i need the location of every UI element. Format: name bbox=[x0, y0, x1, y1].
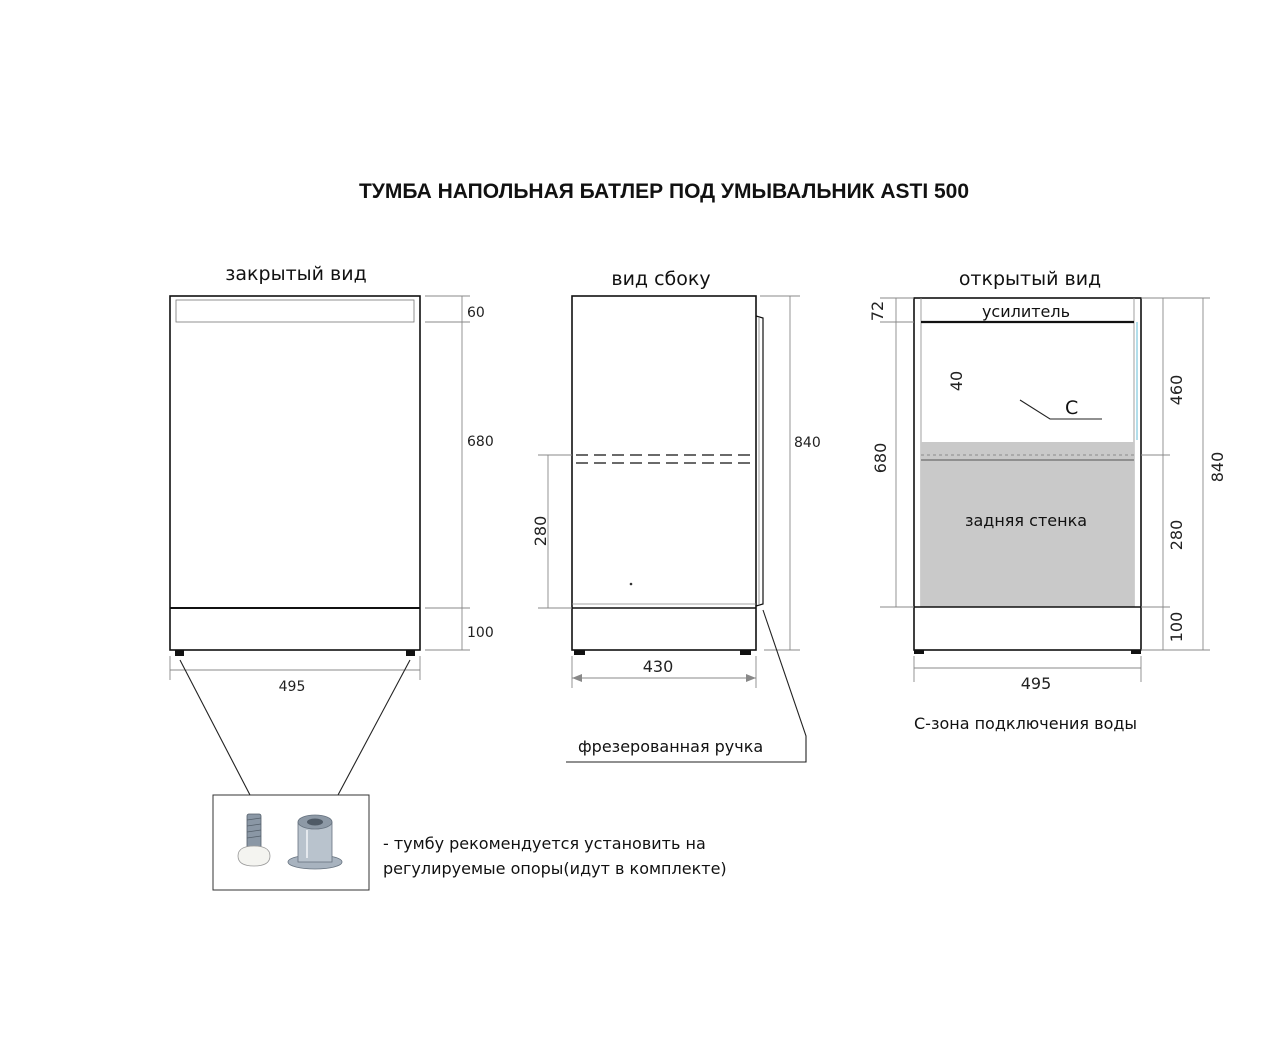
side-view-cabinet-body bbox=[572, 296, 756, 650]
closed-view-dim-door: 680 bbox=[467, 434, 494, 450]
open-view-dim-40: 40 bbox=[947, 370, 966, 392]
open-view bbox=[868, 268, 1227, 733]
closed-view-left-leg bbox=[175, 650, 184, 656]
adjustable-feet-box bbox=[213, 795, 727, 890]
closed-view-dim-base: 100 bbox=[467, 625, 494, 641]
feet-note-line2: регулируемые опоры(идут в комплекте) bbox=[383, 859, 727, 878]
side-view-dim-depth: 430 bbox=[642, 657, 674, 676]
feet-photo-frame bbox=[213, 795, 369, 890]
side-view-back-leg bbox=[740, 650, 751, 655]
closed-view-right-leg bbox=[406, 650, 415, 656]
open-view-zone-note: С-зона подключения воды bbox=[914, 714, 1138, 733]
side-view-label: вид сбоку bbox=[611, 268, 711, 290]
open-view-dim-width: 495 bbox=[1020, 674, 1052, 693]
feet-note-line1: - тумбу рекомендуется установить на bbox=[383, 834, 706, 853]
side-view-dim-height: 840 bbox=[794, 435, 821, 451]
open-view-dim-840: 840 bbox=[1208, 451, 1227, 483]
closed-view-dim-top: 60 bbox=[467, 305, 485, 321]
open-view-dim-460: 460 bbox=[1167, 374, 1186, 406]
open-view-reinforcement-label: усилитель bbox=[981, 302, 1071, 321]
closed-view bbox=[170, 263, 494, 795]
open-view-dim-top: 72 bbox=[868, 300, 887, 322]
closed-view-label: закрытый вид bbox=[225, 263, 367, 285]
open-view-back-wall-label: задняя стенка bbox=[964, 511, 1088, 530]
open-view-dim-280: 280 bbox=[1167, 519, 1186, 551]
feet-callout-right-line bbox=[338, 660, 410, 795]
feet-callout-left-line bbox=[180, 660, 250, 795]
closed-view-cabinet-body bbox=[170, 296, 420, 650]
open-view-label: открытый вид bbox=[958, 268, 1102, 290]
open-view-dim-100: 100 bbox=[1167, 611, 1186, 643]
side-view-door-profile bbox=[756, 316, 763, 606]
handle-label: фрезерованная ручка bbox=[578, 737, 764, 756]
side-view bbox=[531, 268, 821, 762]
side-view-dim-lower: 280 bbox=[531, 515, 550, 547]
open-view-zone-letter: C bbox=[1065, 397, 1079, 419]
drawing-title: ТУМБА НАПОЛЬНАЯ БАТЛЕР ПОД УМЫВАЛЬНИК ASTI 500 bbox=[358, 180, 970, 203]
side-view-front-leg bbox=[574, 650, 585, 655]
open-view-dim-680: 680 bbox=[871, 442, 890, 474]
closed-view-dim-width: 495 bbox=[278, 679, 306, 695]
